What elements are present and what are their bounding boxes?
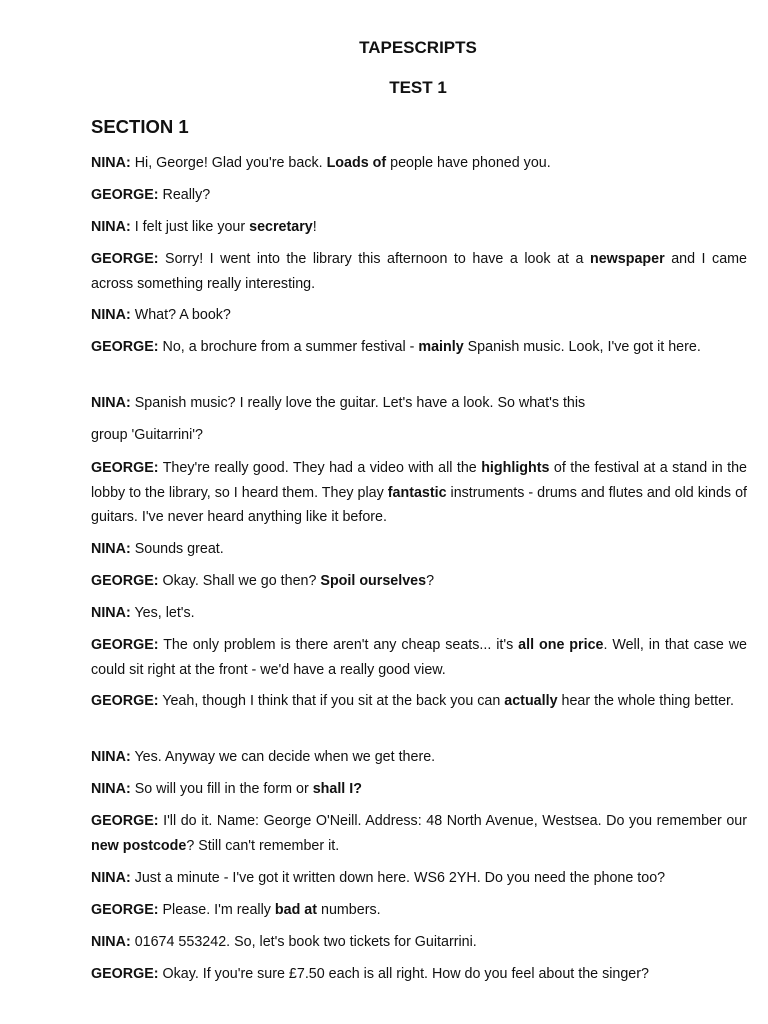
dialogue-text: ? Still can't remember it. (186, 837, 340, 854)
speaker-label: GEORGE: (91, 637, 159, 653)
test-heading: TEST 1 (389, 78, 447, 97)
speaker-label: GEORGE: (91, 902, 159, 918)
dialogue-text: people have phoned you. (386, 155, 551, 171)
dialogue-text: They're really good. They had a video with all the (162, 460, 482, 476)
emphasis-text: fantastic (387, 484, 447, 501)
dialogue-line (91, 391, 747, 416)
speaker-label: NINA: (91, 749, 131, 765)
emphasis-text: actually (504, 693, 558, 709)
dialogue-line (91, 423, 747, 448)
speaker-label: GEORGE: (91, 251, 159, 267)
speaker-label: GEORGE: (91, 460, 159, 476)
dialogue-text: numbers. (317, 902, 381, 918)
dialogue-line (91, 898, 747, 923)
emphasis-text: Spoil ourselves (320, 573, 427, 589)
dialogue-line (91, 537, 747, 562)
speaker-label: GEORGE: (91, 187, 159, 203)
speaker-label: NINA: (91, 395, 131, 411)
dialogue-text: and I came across something really interesting. (91, 251, 748, 292)
dialogue-text: of the festival at a stand in the lobby to the library, so I heard them. They play (91, 460, 747, 501)
dialogue-line (91, 183, 747, 208)
dialogue-text: I'll do it. Name: George O'Neill. Address: 48 North Avenue, Westsea. Do you remember our (163, 813, 747, 829)
speaker-label: GEORGE: (91, 339, 159, 355)
emphasis-text: bad at (274, 902, 318, 918)
emphasis-text: new postcode (91, 837, 187, 854)
dialogue-line (91, 151, 747, 176)
speaker-label: NINA: (91, 605, 131, 621)
dialogue-text: No, a brochure from a summer festival - (162, 339, 419, 355)
dialogue-line (91, 777, 747, 802)
dialogue-text: Spanish music? I really love the guitar. Let's have a look. So what's this (134, 395, 586, 411)
dialogue-text: Please. I'm really (162, 902, 275, 918)
dialogue-line (91, 247, 747, 296)
speaker-label: NINA: (91, 155, 131, 171)
emphasis-text: mainly (418, 339, 464, 355)
speaker-label: GEORGE: (91, 573, 159, 589)
speaker-label: GEORGE: (91, 966, 159, 982)
dialogue-text: What? A book? (134, 307, 231, 323)
section-heading: SECTION 1 (91, 116, 189, 137)
dialogue-line (91, 866, 747, 891)
dialogue-text: Spanish music. Look, I've got it here. (463, 339, 701, 355)
page-title: TAPESCRIPTS (359, 38, 477, 57)
speaker-label: NINA: (91, 870, 131, 886)
dialogue-text: instruments - drums and flutes and old kinds of guitars. I've never heard anything like it before. (91, 484, 747, 525)
dialogue-line (91, 569, 747, 594)
dialogue-text: Sorry! I went into the library this afternoon to have a look at a (165, 251, 590, 267)
dialogue-text: Really? (162, 187, 211, 203)
dialogue-text: Yes. Anyway we can decide when we get there. (134, 749, 436, 765)
dialogue-line (91, 215, 747, 240)
dialogue-text: group 'Guitarrini'? (91, 427, 203, 443)
dialogue-text: . Well, in that case we could sit right at the front - we'd have a really good view. (91, 637, 747, 678)
dialogue-text: 01674 553242. So, let's book two tickets for Guitarrini. (134, 934, 477, 950)
speaker-label: GEORGE: (91, 813, 159, 829)
dialogue-line (91, 689, 747, 714)
dialogue-line (91, 601, 747, 626)
dialogue-text: So will you fill in the form or (134, 781, 313, 797)
emphasis-text: shall I? (312, 781, 362, 797)
dialogue-text: Sounds great. (134, 541, 224, 557)
dialogue-text: hear the whole thing better. (557, 693, 734, 709)
dialogue-text: ! (312, 219, 317, 235)
emphasis-text: all one price (518, 637, 604, 653)
speaker-label: NINA: (91, 781, 131, 797)
emphasis-text: newspaper (589, 251, 665, 267)
dialogue-text: I felt just like your (134, 219, 250, 235)
emphasis-text: Loads of (326, 155, 387, 171)
speaker-label: NINA: (91, 307, 131, 323)
dialogue-text: Hi, George! Glad you're back. (134, 155, 327, 171)
emphasis-text: secretary (249, 219, 313, 235)
dialogue-line (91, 303, 747, 328)
speaker-label: NINA: (91, 219, 131, 235)
dialogue-text: Yes, let's. (134, 605, 195, 621)
dialogue-text: Okay. Shall we go then? (162, 573, 321, 589)
speaker-label: NINA: (91, 934, 131, 950)
dialogue-line (91, 930, 747, 955)
dialogue-line (91, 809, 747, 858)
emphasis-text: highlights (481, 460, 550, 476)
dialogue-line (91, 456, 747, 530)
speaker-label: NINA: (91, 541, 131, 557)
dialogue-text: Okay. If you're sure £7.50 each is all right. How do you feel about the singer? (162, 966, 649, 982)
speaker-label: GEORGE: (91, 693, 159, 709)
dialogue-text: ? (426, 573, 435, 589)
dialogue-line (91, 745, 747, 770)
dialogue-line (91, 335, 747, 360)
dialogue-line (91, 633, 747, 682)
dialogue-text: The only problem is there aren't any cheap seats... it's (163, 637, 519, 653)
dialogue-text: Just a minute - I've got it written down here. WS6 2YH. Do you need the phone too? (134, 870, 666, 886)
dialogue-text: Yeah, though I think that if you sit at the back you can (162, 693, 505, 709)
dialogue-line (91, 962, 747, 987)
